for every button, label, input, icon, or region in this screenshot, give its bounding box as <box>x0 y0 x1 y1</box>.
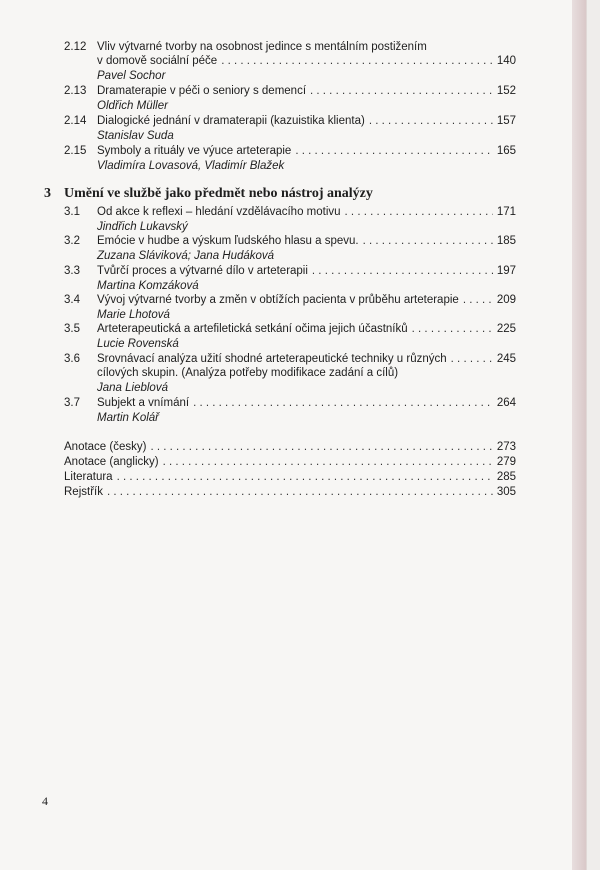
toc-entry-anotace-anglicky[interactable] <box>64 456 516 468</box>
toc-entry-3-3[interactable] <box>64 264 516 294</box>
entry-page: 285 <box>496 471 516 483</box>
toc-entry-3-1[interactable] <box>64 205 516 235</box>
entry-page: 279 <box>496 456 516 468</box>
entry-number: 3.3 <box>64 265 80 277</box>
leader-dots <box>107 486 493 498</box>
leader-dots <box>221 54 493 69</box>
toc-entry-2-13[interactable] <box>64 84 516 114</box>
entry-title: Emócie v hudbe a výskum ľudského hlasu a spevu. <box>97 235 359 247</box>
leader-dots <box>451 352 493 367</box>
entry-title: Dialogické jednání v dramaterapii (kazuistika klienta) <box>97 115 365 127</box>
entry-page: 140 <box>496 55 516 67</box>
leader-dots <box>117 471 493 483</box>
entry-title: Anotace (česky) <box>64 441 147 453</box>
entry-number: 3.1 <box>64 206 80 218</box>
entry-author: Pavel Sochor <box>97 70 166 82</box>
page-edge <box>572 0 586 870</box>
entry-number: 3.5 <box>64 323 80 335</box>
entry-page: 209 <box>496 294 516 306</box>
leader-dots <box>193 396 493 411</box>
entry-number: 2.12 <box>64 41 87 53</box>
leader-dots <box>310 84 493 99</box>
toc-entry-3-7[interactable] <box>64 396 516 426</box>
entry-title: Vývoj výtvarné tvorby a změn v obtížích pacienta v průběhu arteterapie <box>97 294 459 306</box>
entry-number: 3.7 <box>64 397 80 409</box>
toc-entry-3-4[interactable] <box>64 293 516 323</box>
leader-dots <box>369 114 493 129</box>
entry-author: Oldřich Müller <box>97 100 168 112</box>
entry-title: Srovnávací analýza užití shodné arteterapeutické techniky u různých <box>97 353 447 365</box>
leader-dots <box>163 456 493 468</box>
chapter-number: 3 <box>44 186 51 201</box>
entry-number: 3.6 <box>64 353 80 365</box>
entry-number: 3.2 <box>64 235 80 247</box>
entry-page: 157 <box>496 115 516 127</box>
entry-title: Tvůrčí proces a výtvarné dílo v arteterapii <box>97 265 308 277</box>
leader-dots <box>150 441 492 453</box>
entry-author: Martina Komzáková <box>97 280 199 292</box>
entry-author: Vladimíra Lovasová, Vladimír Blažek <box>97 160 285 172</box>
entry-page: 185 <box>496 235 516 247</box>
leader-dots <box>312 264 493 279</box>
entry-page: 197 <box>496 265 516 277</box>
entry-title: v domově sociální péče <box>97 55 218 67</box>
entry-page: 165 <box>496 145 516 157</box>
entry-page: 225 <box>496 323 516 335</box>
leader-dots <box>363 234 493 249</box>
entry-title: Subjekt a vnímání <box>97 397 190 409</box>
leader-dots <box>463 293 493 308</box>
entry-title: Arteterapeutická a artefiletická setkání očima jejich účastníků <box>97 323 408 335</box>
toc-entry-2-14[interactable] <box>64 114 516 144</box>
entry-title-line: Vliv výtvarné tvorby na osobnost jedince s mentálním postižením <box>97 41 427 53</box>
toc-entry-3-2[interactable] <box>64 234 516 264</box>
entry-title-continuation: cílových skupin. (Analýza potřeby modifikace zadání a cílů) <box>97 367 399 379</box>
entry-author: Zuzana Sláviková; Jana Hudáková <box>97 250 275 262</box>
toc-entry-3-6[interactable] <box>64 352 516 397</box>
page-number: 4 <box>42 794 48 808</box>
entry-title: Dramaterapie v péči o seniory s demencí <box>97 85 307 97</box>
entry-number: 2.15 <box>64 145 87 157</box>
entry-title: Literatura <box>64 471 113 483</box>
entry-title: Od akce k reflexi – hledání vzdělávacího motivu <box>97 206 341 218</box>
entry-author: Lucie Rovenská <box>97 338 179 350</box>
entry-author: Martin Kolář <box>97 412 159 424</box>
entry-author: Jindřich Lukavský <box>97 221 188 233</box>
toc-entry-anotace-cesky[interactable] <box>64 441 516 453</box>
toc-entry-literatura[interactable] <box>64 471 516 483</box>
chapter-title: Umění ve službě jako předmět nebo nástroj analýzy <box>64 186 373 201</box>
entry-page: 264 <box>496 397 516 409</box>
entry-page: 171 <box>496 206 516 218</box>
leader-dots <box>412 322 493 337</box>
entry-page: 245 <box>496 353 516 365</box>
entry-author: Stanislav Suda <box>97 130 174 142</box>
toc-entry-3-5[interactable] <box>64 322 516 352</box>
entry-number: 3.4 <box>64 294 80 306</box>
entry-author: Marie Lhotová <box>97 309 170 321</box>
entry-number: 2.14 <box>64 115 87 127</box>
entry-page: 152 <box>496 85 516 97</box>
entry-title: Symboly a rituály ve výuce arteterapie <box>97 145 292 157</box>
entry-author: Jana Lieblová <box>97 382 168 394</box>
toc-entry-rejstrik[interactable] <box>64 486 516 498</box>
entry-title: Rejstřík <box>64 486 103 498</box>
toc-entry-2-15[interactable] <box>64 144 516 174</box>
toc-entry-2-12[interactable] <box>64 40 516 85</box>
leader-dots <box>345 205 493 220</box>
entry-page: 273 <box>496 441 516 453</box>
entry-title: Anotace (anglicky) <box>64 456 159 468</box>
entry-page: 305 <box>496 486 516 498</box>
leader-dots <box>295 144 493 159</box>
entry-number: 2.13 <box>64 85 87 97</box>
